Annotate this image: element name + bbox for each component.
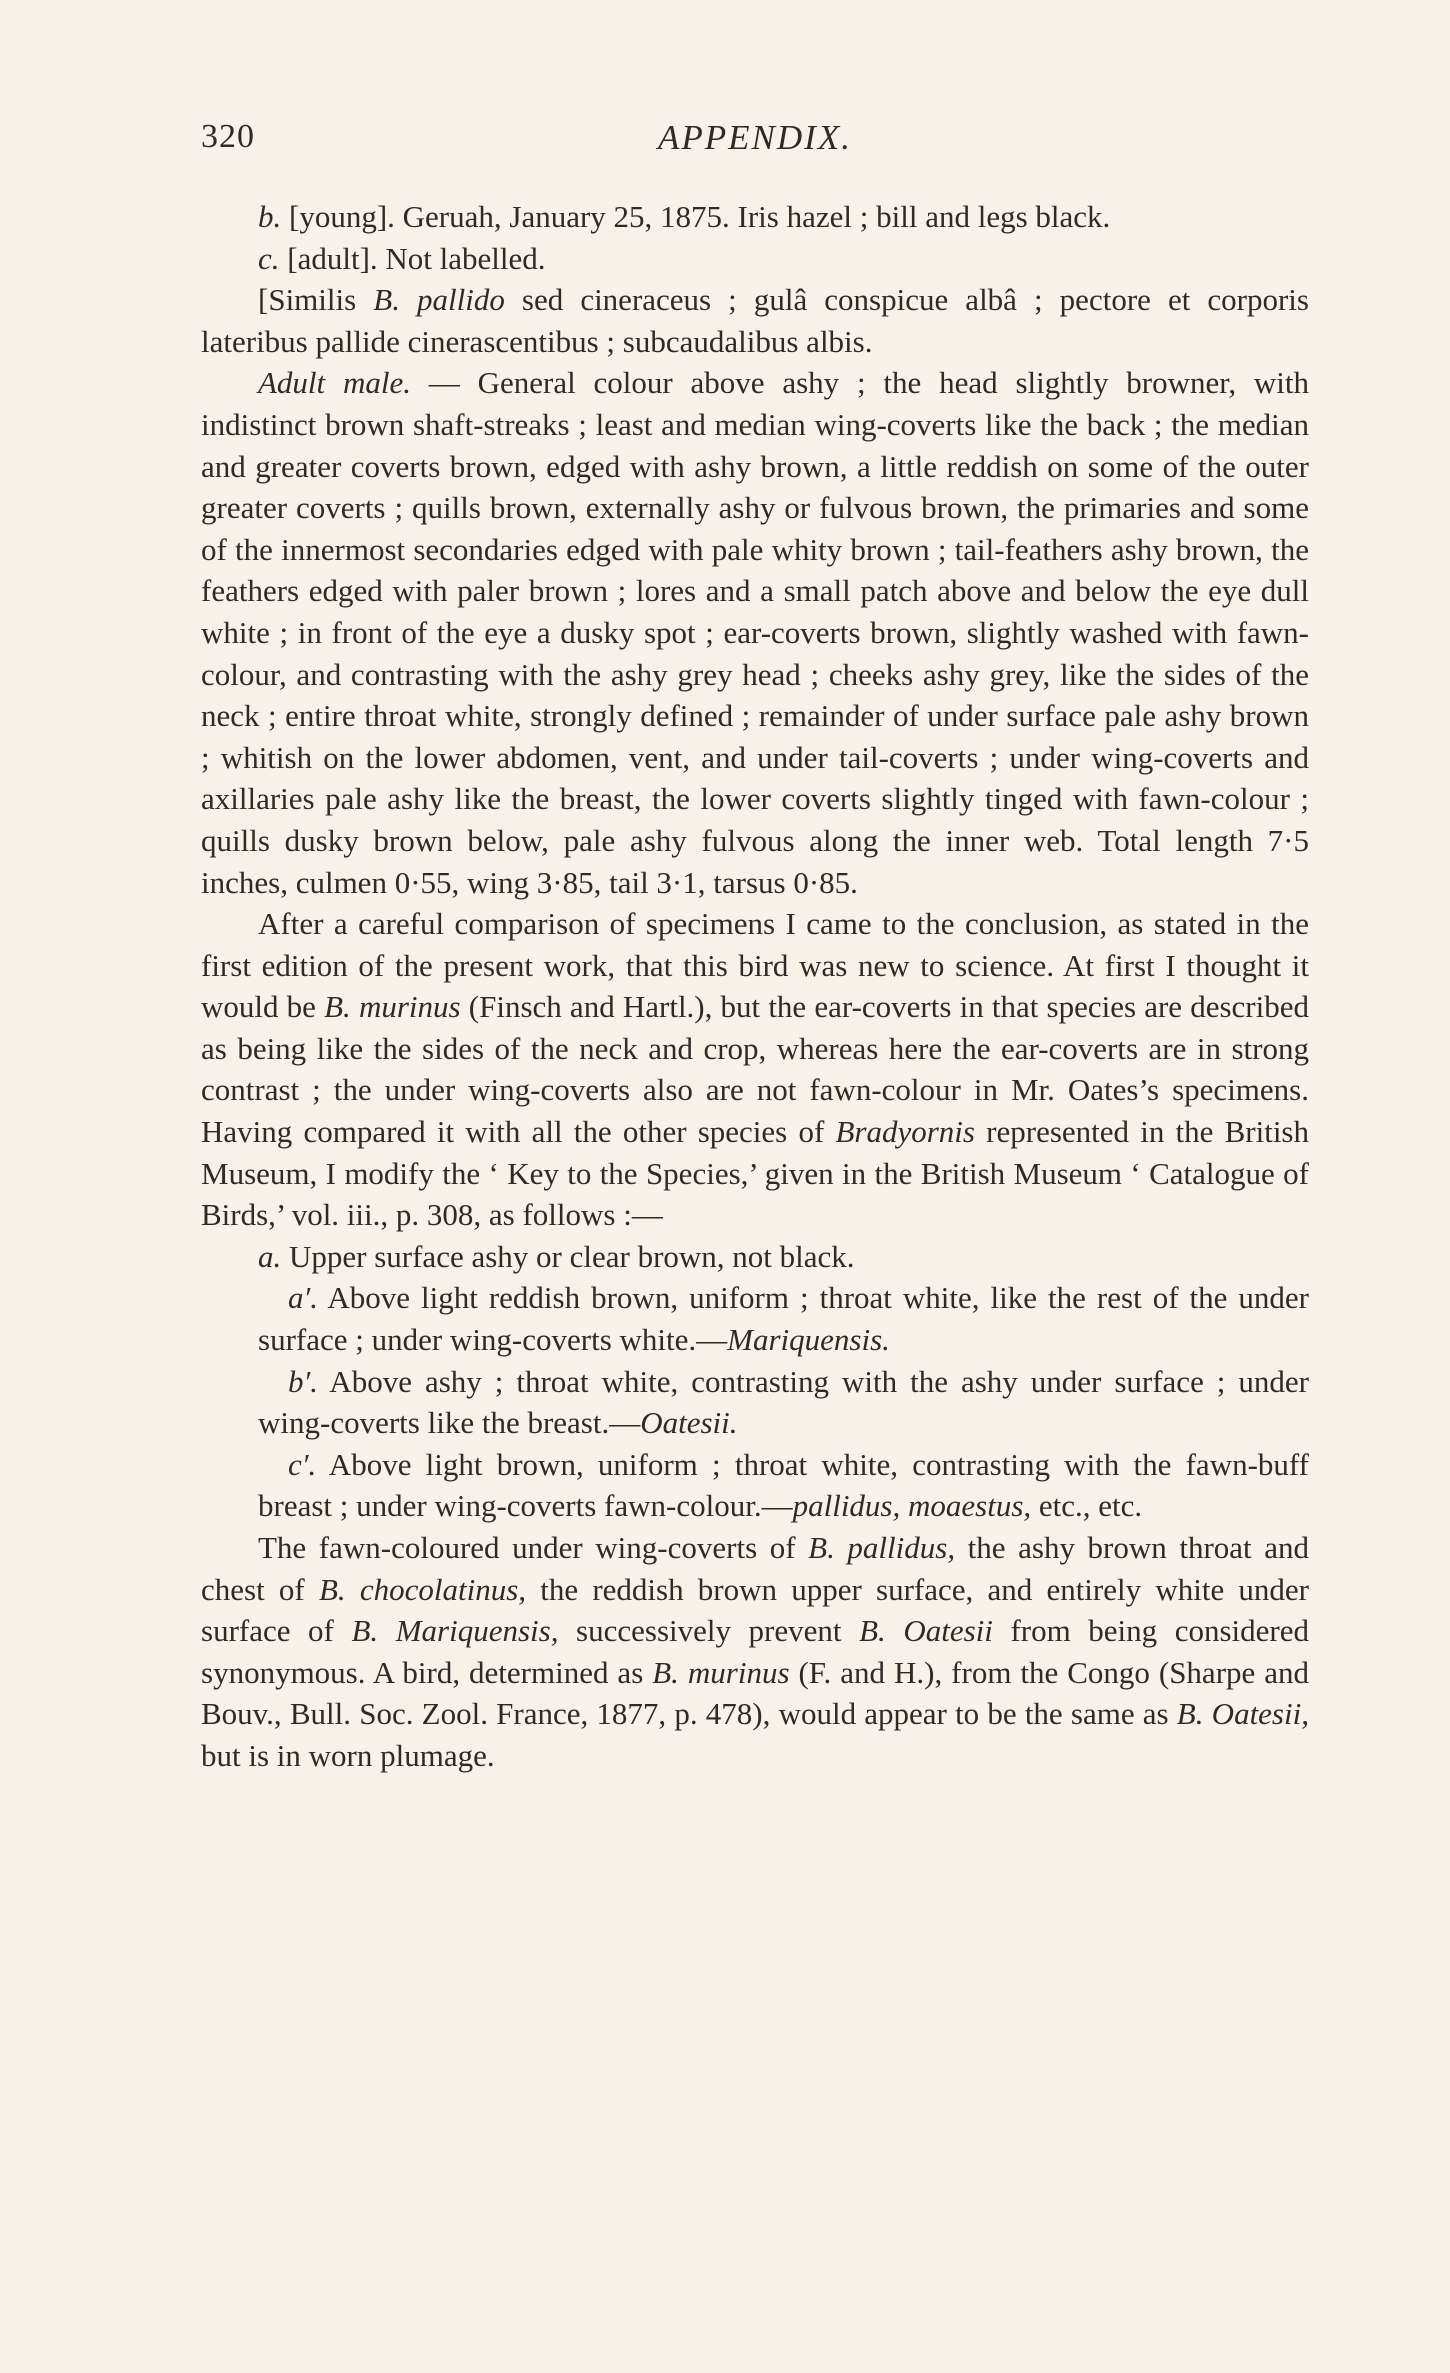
closing-name-2: B. chocolatinus, [318,1571,527,1607]
closing-name-3: B. Mariquensis, [351,1613,559,1649]
key-c1-label: c′. [288,1446,317,1482]
closing-text-4: successively prevent [558,1613,860,1649]
page-number: 320 [201,118,255,155]
page-body [201,196,1309,1777]
latin-text-1: [Similis [258,282,374,318]
comparison-paragraph [201,903,1309,1236]
specimen-c-paragraph [201,238,1309,280]
comparison-name-1: B. murinus [324,989,461,1025]
closing-name-4: B. Oatesii [859,1613,993,1649]
description-body: — General colour above ashy ; the head slightly browner, with indistinct brown shaft-streaks ; least and median wing-coverts like the back ; the median and greater coverts brown, edged with ashy brown, a little reddish on some of the outer greater coverts ; quills brown, externally ashy or fulvous brown, the primaries and some of the innermost secondaries edged with pale whity brown ; tail-feathers ashy brown, the feathers edged with paler brown ; lores and a small patch above and below the eye dull white ; in front of the eye a dusky spot ; ear-coverts brown, slightly washed with fawn-colour, and contrasting with the ashy grey head ; cheeks ashy grey, like the sides of the neck ; entire throat white, strongly defined ; remainder of under surface pale ashy brown ; whitish on the lower abdomen, vent, and under tail-coverts ; under wing-coverts and axillaries pale ashy like the breast, the lower coverts slightly tinged with fawn-colour ; quills dusky brown below, pale ashy fulvous along the inner web. Total length 7·5 inches, culmen 0·55, wing 3·85, tail 3·1, tarsus 0·85. [201,365,1309,900]
latin-species-name: B. pallido [373,282,505,318]
closing-text-6: (F. and H.), from the Congo (Sharpe and Bouv., Bull. Soc. Zool. France, 1877, p. 478), would appear to be the same as [201,1654,1309,1732]
key-item-a-prime [201,1277,1309,1360]
key-a-text: Upper surface ashy or clear brown, not black. [281,1238,855,1274]
key-a-label: a. [258,1238,282,1274]
comparison-name-2: Bradyornis [835,1114,975,1150]
description-paragraph [201,362,1309,903]
specimen-c-label: c. [258,240,280,276]
key-c1-text: Above light brown, uniform ; throat white, contrasting with the fawn-buff breast ; under wing-coverts fawn-colour.— [258,1446,1309,1524]
closing-paragraph [201,1527,1309,1777]
specimen-b-paragraph [201,196,1309,238]
closing-text-5: from being considered synonymous. A bird, determined as [201,1613,1309,1690]
latin-diagnosis-paragraph [201,279,1309,362]
specimen-b-label: b. [258,199,282,234]
comparison-text-1: After a careful comparison of specimens I came to the conclusion, as stated in the first edition of the present work, that this bird was new to science. At first I thought it would be [201,906,1309,1025]
closing-text-2: the ashy brown throat and chest of [201,1530,1309,1607]
closing-name-1: B. pallidus, [808,1530,956,1565]
description-lead: Adult male. [258,365,411,401]
key-a1-text: Above light reddish brown, uniform ; throat white, like the rest of the under surface ; under wing-coverts white.— [258,1280,1309,1358]
closing-text-7: but is in worn plumage. [201,1737,495,1773]
closing-name-6: B. Oatesii, [1176,1696,1309,1732]
comparison-text-2: (Finsch and Hartl.), but the ear-coverts in that species are described as being like the sides of the neck and crop, whereas here the ear-coverts are in strong contrast ; the under wing-coverts also are not fawn-colour in Mr. Oates’s specimens. Having compared it with all the other species of [201,989,1309,1150]
page-header [201,118,1309,162]
key-item-c-prime [201,1444,1309,1527]
key-a1-name: Mariquensis. [727,1322,890,1358]
key-item-a [201,1236,1309,1278]
key-c1-tail: etc., etc. [1031,1488,1143,1524]
key-b1-label: b′. [288,1363,319,1399]
running-head: APPENDIX. [658,118,852,157]
key-b1-text: Above ashy ; throat white, contrasting with the ashy under surface ; under wing-coverts like the breast.— [258,1363,1309,1441]
key-a1-label: a′. [288,1280,319,1316]
specimen-b-text: [young]. Geruah, January 25, 1875. Iris hazel ; bill and legs black. [281,199,1111,234]
key-c1-name-2: moaestus, [908,1488,1032,1524]
specimen-c-text: [adult]. Not labelled. [279,240,546,276]
key-b1-name: Oatesii. [640,1405,738,1441]
closing-text-3: the reddish brown upper surface, and entirely white under surface of [201,1571,1309,1649]
comparison-text-3: represented in the British Museum, I modify the ‘ Key to the Species,’ given in the British Museum ‘ Catalogue of Birds,’ vol. iii., p. 308, as follows :— [201,1114,1309,1233]
closing-text-1: The fawn-coloured under wing-coverts of [258,1530,809,1565]
closing-name-5: B. murinus [652,1654,790,1690]
key-c1-name-1: pallidus, [792,1488,901,1524]
key-item-b-prime [201,1361,1309,1444]
latin-text-2: sed cineraceus ; gulâ conspicue albâ ; pectore et corporis lateribus pallide cinerascentibus ; subcaudalibus albis. [201,282,1309,359]
